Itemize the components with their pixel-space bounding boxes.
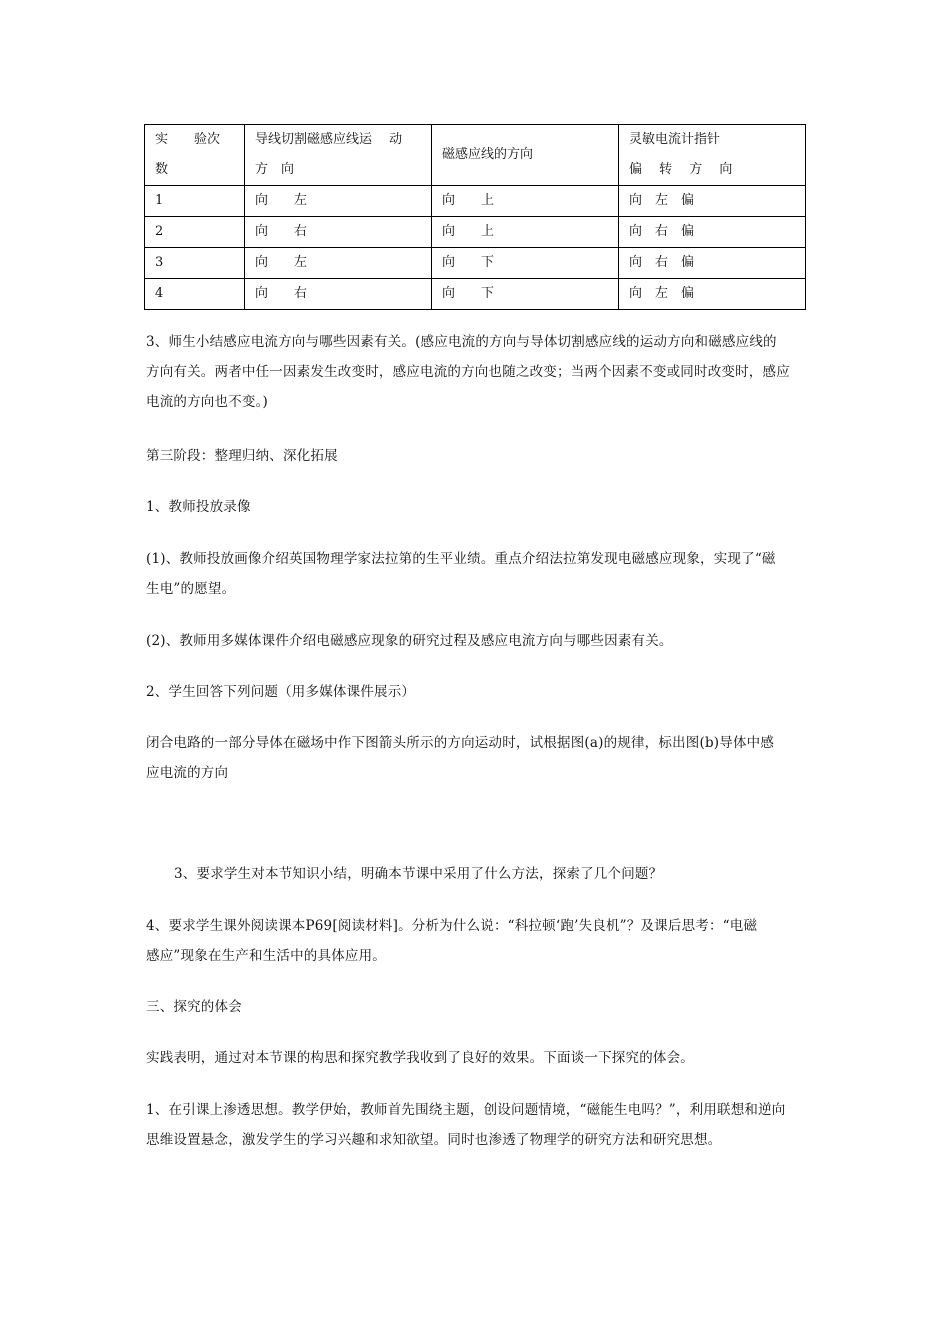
item-student-questions: 2、学生回答下列问题（用多媒体课件展示） bbox=[146, 684, 416, 700]
summary-line3: 电流的方向也不变。) bbox=[146, 394, 269, 410]
table-row bbox=[145, 217, 806, 248]
item-summary-request: 3、要求学生对本节知识小结，明确本节课中采用了什么方法，探索了几个问题？ bbox=[174, 866, 663, 882]
cell-deflection: 向 右 偏 bbox=[619, 248, 806, 279]
header-trial-number-line2: 数 bbox=[155, 162, 169, 177]
cell-trial: 2 bbox=[145, 217, 245, 248]
header-galvanometer-line2: 偏 转 方 向 bbox=[629, 162, 733, 177]
reflection-line2: 思维设置悬念，激发学生的学习兴趣和求知欲望。同时也渗透了物理学的研究方法和研究思想。 bbox=[146, 1132, 722, 1148]
header-trial-number bbox=[145, 125, 245, 186]
header-wire-motion bbox=[245, 125, 432, 186]
cell-trial: 3 bbox=[145, 248, 245, 279]
reflection-line1: 1、在引课上渗透思想。教学伊始，教师首先围绕主题，创设问题情境，“磁能生电吗？”，利用联想和逆向 bbox=[146, 1102, 786, 1118]
cell-field: 向 下 bbox=[432, 279, 619, 310]
stage-three-heading: 第三阶段：整理归纳、深化拓展 bbox=[146, 448, 338, 464]
header-galvanometer-line1: 灵敏电流计指针 bbox=[629, 132, 721, 147]
cell-field: 向 下 bbox=[432, 248, 619, 279]
section-three-heading: 三、探究的体会 bbox=[146, 999, 242, 1015]
experiment-table bbox=[144, 124, 806, 310]
practice-paragraph: 实践表明，通过对本节课的构思和探究教学我收到了良好的效果。下面谈一下探究的体会。 bbox=[146, 1050, 694, 1066]
table-row bbox=[145, 186, 806, 217]
summary-line1: 3、师生小结感应电流方向与哪些因素有关。(感应电流的方向与导体切割感应线的运动方向和磁感应线的 bbox=[146, 334, 777, 350]
cell-trial: 1 bbox=[145, 186, 245, 217]
question-line1: 闭合电路的一部分导体在磁场中作下图箭头所示的方向运动时，试根据图(a)的规律，标出图(b)导体中感 bbox=[146, 735, 775, 751]
reading-line1: 4、要求学生课外阅读课本P69[阅读材料]。分析为什么说：“科拉顿‘跑’失良机”？及课后思考：“电磁 bbox=[146, 918, 758, 934]
table-header-row bbox=[145, 125, 806, 186]
header-wire-motion-line1: 导线切割磁感应线运 动 bbox=[255, 132, 403, 147]
item-teacher-video: 1、教师投放录像 bbox=[146, 499, 251, 515]
table-row bbox=[145, 248, 806, 279]
faraday-line1: (1)、教师投放画像介绍英国物理学家法拉第的生平业绩。重点介绍法拉第发现电磁感应现象，实现了“磁 bbox=[146, 551, 776, 567]
header-wire-motion-line2: 方 向 bbox=[255, 162, 295, 177]
question-paragraph bbox=[146, 728, 810, 788]
cell-deflection: 向 左 偏 bbox=[619, 186, 806, 217]
question-line2: 应电流的方向 bbox=[146, 765, 229, 781]
cell-motion: 向 左 bbox=[245, 248, 432, 279]
header-field-direction: 磁感应线的方向 bbox=[432, 125, 619, 186]
cell-field: 向 上 bbox=[432, 217, 619, 248]
cell-motion: 向 左 bbox=[245, 186, 432, 217]
header-trial-number-line1: 实 验次 bbox=[155, 132, 221, 147]
item-multimedia-intro: (2)、教师用多媒体课件介绍电磁感应现象的研究过程及感应电流方向与哪些因素有关。 bbox=[146, 633, 673, 649]
reflection-item-1 bbox=[146, 1095, 810, 1155]
summary-line2: 方向有关。两者中任一因素发生改变时，感应电流的方向也随之改变；当两个因素不变或同时改变时，感应 bbox=[146, 364, 790, 380]
cell-field: 向 上 bbox=[432, 186, 619, 217]
cell-deflection: 向 左 偏 bbox=[619, 279, 806, 310]
cell-motion: 向 右 bbox=[245, 279, 432, 310]
summary-paragraph bbox=[146, 327, 810, 417]
faraday-line2: 生电”的愿望。 bbox=[146, 581, 236, 597]
item-faraday-intro bbox=[146, 544, 810, 604]
header-galvanometer bbox=[619, 125, 806, 186]
item-reading-assignment bbox=[146, 911, 810, 971]
reading-line2: 感应”现象在生产和生活中的具体应用。 bbox=[146, 948, 387, 964]
cell-deflection: 向 右 偏 bbox=[619, 217, 806, 248]
table-row bbox=[145, 279, 806, 310]
cell-trial: 4 bbox=[145, 279, 245, 310]
cell-motion: 向 右 bbox=[245, 217, 432, 248]
